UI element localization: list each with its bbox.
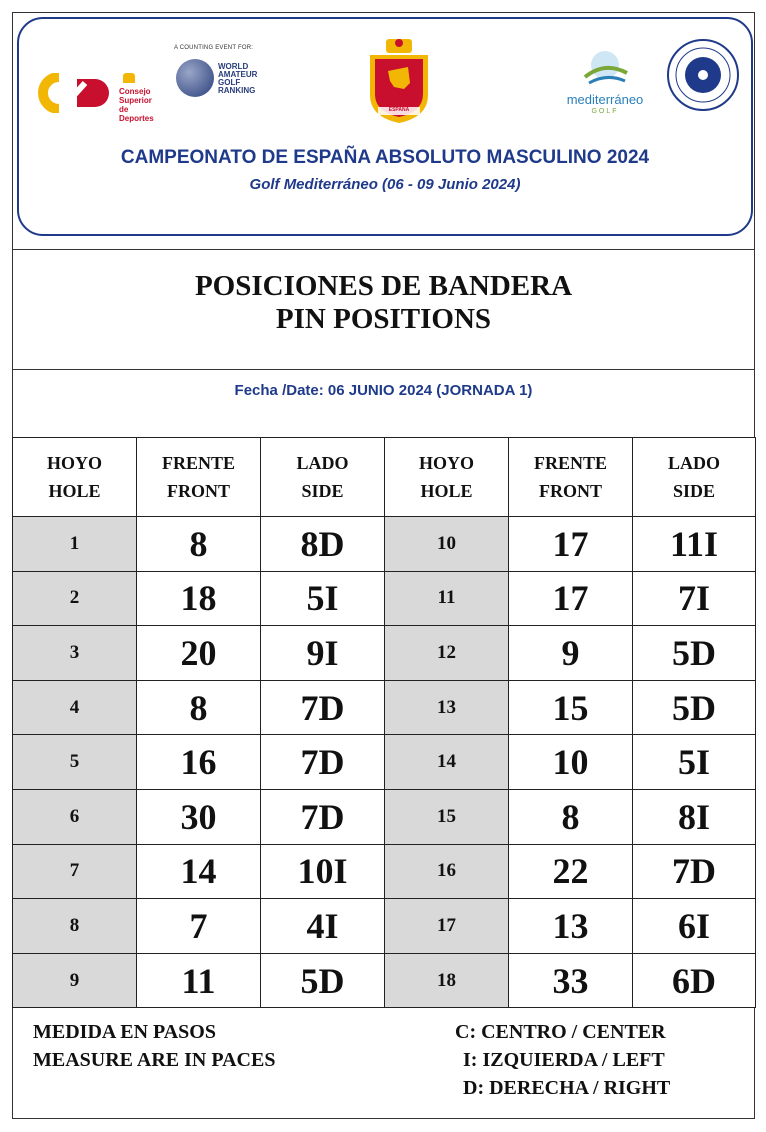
side-paces: 6I xyxy=(633,899,756,954)
side-paces: 7I xyxy=(633,571,756,626)
hole-header-line: HOYO xyxy=(418,453,474,473)
side-paces: 5I xyxy=(633,735,756,790)
side-header-line: LADO xyxy=(667,453,720,473)
side-paces: 7D xyxy=(261,789,385,844)
medgolf-mark-icon xyxy=(555,47,655,91)
front-paces: 20 xyxy=(137,626,261,681)
hole-number: 10 xyxy=(385,517,509,572)
measure-note xyxy=(33,1018,275,1074)
sponsor-logos xyxy=(19,37,751,132)
hole-number: 6 xyxy=(13,789,137,844)
front-paces: 13 xyxy=(509,899,633,954)
wagr-caption: A COUNTING EVENT FOR: xyxy=(174,45,254,51)
hole-header xyxy=(13,438,137,517)
front-paces: 17 xyxy=(509,571,633,626)
legend-right: D: DERECHA / RIGHT xyxy=(463,1077,671,1099)
table-row xyxy=(13,735,756,790)
side-header-line: LADO xyxy=(296,453,349,473)
hole-number: 8 xyxy=(13,899,137,954)
front-paces: 8 xyxy=(509,789,633,844)
front-paces: 10 xyxy=(509,735,633,790)
title-es: POSICIONES DE BANDERA xyxy=(194,270,573,302)
legend-left: I: IZQUIERDA / LEFT xyxy=(463,1049,665,1071)
golf-ball-icon xyxy=(176,59,214,97)
event-subtitle: Golf Mediterráneo (06 - 09 Junio 2024) xyxy=(249,176,521,193)
divider xyxy=(12,249,755,250)
page-title xyxy=(12,270,755,336)
pin-positions-table xyxy=(12,437,756,1008)
csd-logo xyxy=(37,59,157,123)
side-paces: 6D xyxy=(633,953,756,1008)
side-paces: 9I xyxy=(261,626,385,681)
wagr-name xyxy=(218,63,257,95)
front-header xyxy=(137,438,261,517)
front-header-line: FRENTE xyxy=(161,453,235,473)
side-header xyxy=(261,438,385,517)
wagr-line-3: GOLF xyxy=(218,78,241,87)
side-paces: 5D xyxy=(261,953,385,1008)
wagr-line-1: WORLD xyxy=(218,62,249,71)
crown-icon xyxy=(123,73,135,83)
hole-number: 12 xyxy=(385,626,509,681)
side-paces: 5D xyxy=(633,626,756,681)
table-row xyxy=(13,953,756,1008)
table-row xyxy=(13,626,756,681)
front-paces: 30 xyxy=(137,789,261,844)
front-header xyxy=(509,438,633,517)
side-paces: 5D xyxy=(633,680,756,735)
round-date: Fecha /Date: 06 JUNIO 2024 (JORNADA 1) xyxy=(234,382,533,399)
side-paces: 7D xyxy=(633,844,756,899)
front-paces: 14 xyxy=(137,844,261,899)
front-header-line: FRONT xyxy=(539,481,602,501)
event-header xyxy=(17,17,753,236)
side-paces: 8D xyxy=(261,517,385,572)
hole-number: 13 xyxy=(385,680,509,735)
table-row xyxy=(13,517,756,572)
side-legend xyxy=(455,1018,670,1102)
legend-center: C: CENTRO / CENTER xyxy=(455,1021,666,1043)
wagr-line-4: RANKING xyxy=(218,86,256,95)
table-body xyxy=(13,517,756,1008)
hole-number: 9 xyxy=(13,953,137,1008)
shield-label: ESPAÑA xyxy=(388,107,410,113)
side-paces: 10I xyxy=(261,844,385,899)
hole-header-line: HOLE xyxy=(48,481,101,501)
hole-number: 18 xyxy=(385,953,509,1008)
csd-name xyxy=(119,87,157,123)
side-paces: 7D xyxy=(261,680,385,735)
hole-number: 1 xyxy=(13,517,137,572)
hole-number: 15 xyxy=(385,789,509,844)
front-paces: 7 xyxy=(137,899,261,954)
side-paces: 8I xyxy=(633,789,756,844)
hole-header xyxy=(385,438,509,517)
table-header-row xyxy=(13,438,756,517)
csd-line-2: Superior xyxy=(119,96,152,105)
wagr-logo xyxy=(174,45,284,115)
csd-line-3: de Deportes xyxy=(119,105,154,123)
front-header-line: FRENTE xyxy=(533,453,607,473)
hole-number: 11 xyxy=(385,571,509,626)
hole-number: 16 xyxy=(385,844,509,899)
csd-mark-icon xyxy=(37,73,117,113)
event-title: CAMPEONATO DE ESPAÑA ABSOLUTO MASCULINO 2024 xyxy=(120,147,650,168)
side-paces: 5I xyxy=(261,571,385,626)
front-paces: 9 xyxy=(509,626,633,681)
seal-icon xyxy=(665,37,741,113)
front-paces: 22 xyxy=(509,844,633,899)
rfeg-shield-logo xyxy=(364,37,434,125)
mediterraneo-golf-logo xyxy=(555,47,655,117)
side-header-line: SIDE xyxy=(301,481,344,501)
hole-number: 3 xyxy=(13,626,137,681)
table-row xyxy=(13,899,756,954)
table-row xyxy=(13,571,756,626)
hole-number: 7 xyxy=(13,844,137,899)
side-paces: 11I xyxy=(633,517,756,572)
front-paces: 18 xyxy=(137,571,261,626)
csd-line-1: Consejo xyxy=(119,87,151,96)
table-row xyxy=(13,680,756,735)
divider xyxy=(12,369,755,370)
front-paces: 16 xyxy=(137,735,261,790)
front-header-line: FRONT xyxy=(167,481,230,501)
hole-header-line: HOLE xyxy=(420,481,473,501)
side-header-line: SIDE xyxy=(672,481,716,501)
front-paces: 33 xyxy=(509,953,633,1008)
front-paces: 8 xyxy=(137,680,261,735)
hole-number: 17 xyxy=(385,899,509,954)
hole-number: 14 xyxy=(385,735,509,790)
hole-header-line: HOYO xyxy=(46,453,102,473)
medgolf-sub: GOLF xyxy=(591,108,619,115)
wagr-line-2: AMATEUR xyxy=(218,70,258,79)
measure-note-es: MEDIDA EN PASOS xyxy=(33,1021,216,1043)
side-paces: 7D xyxy=(261,735,385,790)
front-paces: 8 xyxy=(137,517,261,572)
front-paces: 17 xyxy=(509,517,633,572)
hole-number: 4 xyxy=(13,680,137,735)
title-en: PIN POSITIONS xyxy=(275,303,492,335)
side-header xyxy=(633,438,756,517)
table-row xyxy=(13,844,756,899)
measure-note-en: MEASURE ARE IN PACES xyxy=(33,1049,276,1071)
fgcv-seal-logo xyxy=(665,37,741,113)
front-paces: 11 xyxy=(137,953,261,1008)
table-row xyxy=(13,789,756,844)
medgolf-name: mediterráneo xyxy=(566,92,644,107)
hole-number: 5 xyxy=(13,735,137,790)
hole-number: 2 xyxy=(13,571,137,626)
side-paces: 4I xyxy=(261,899,385,954)
front-paces: 15 xyxy=(509,680,633,735)
